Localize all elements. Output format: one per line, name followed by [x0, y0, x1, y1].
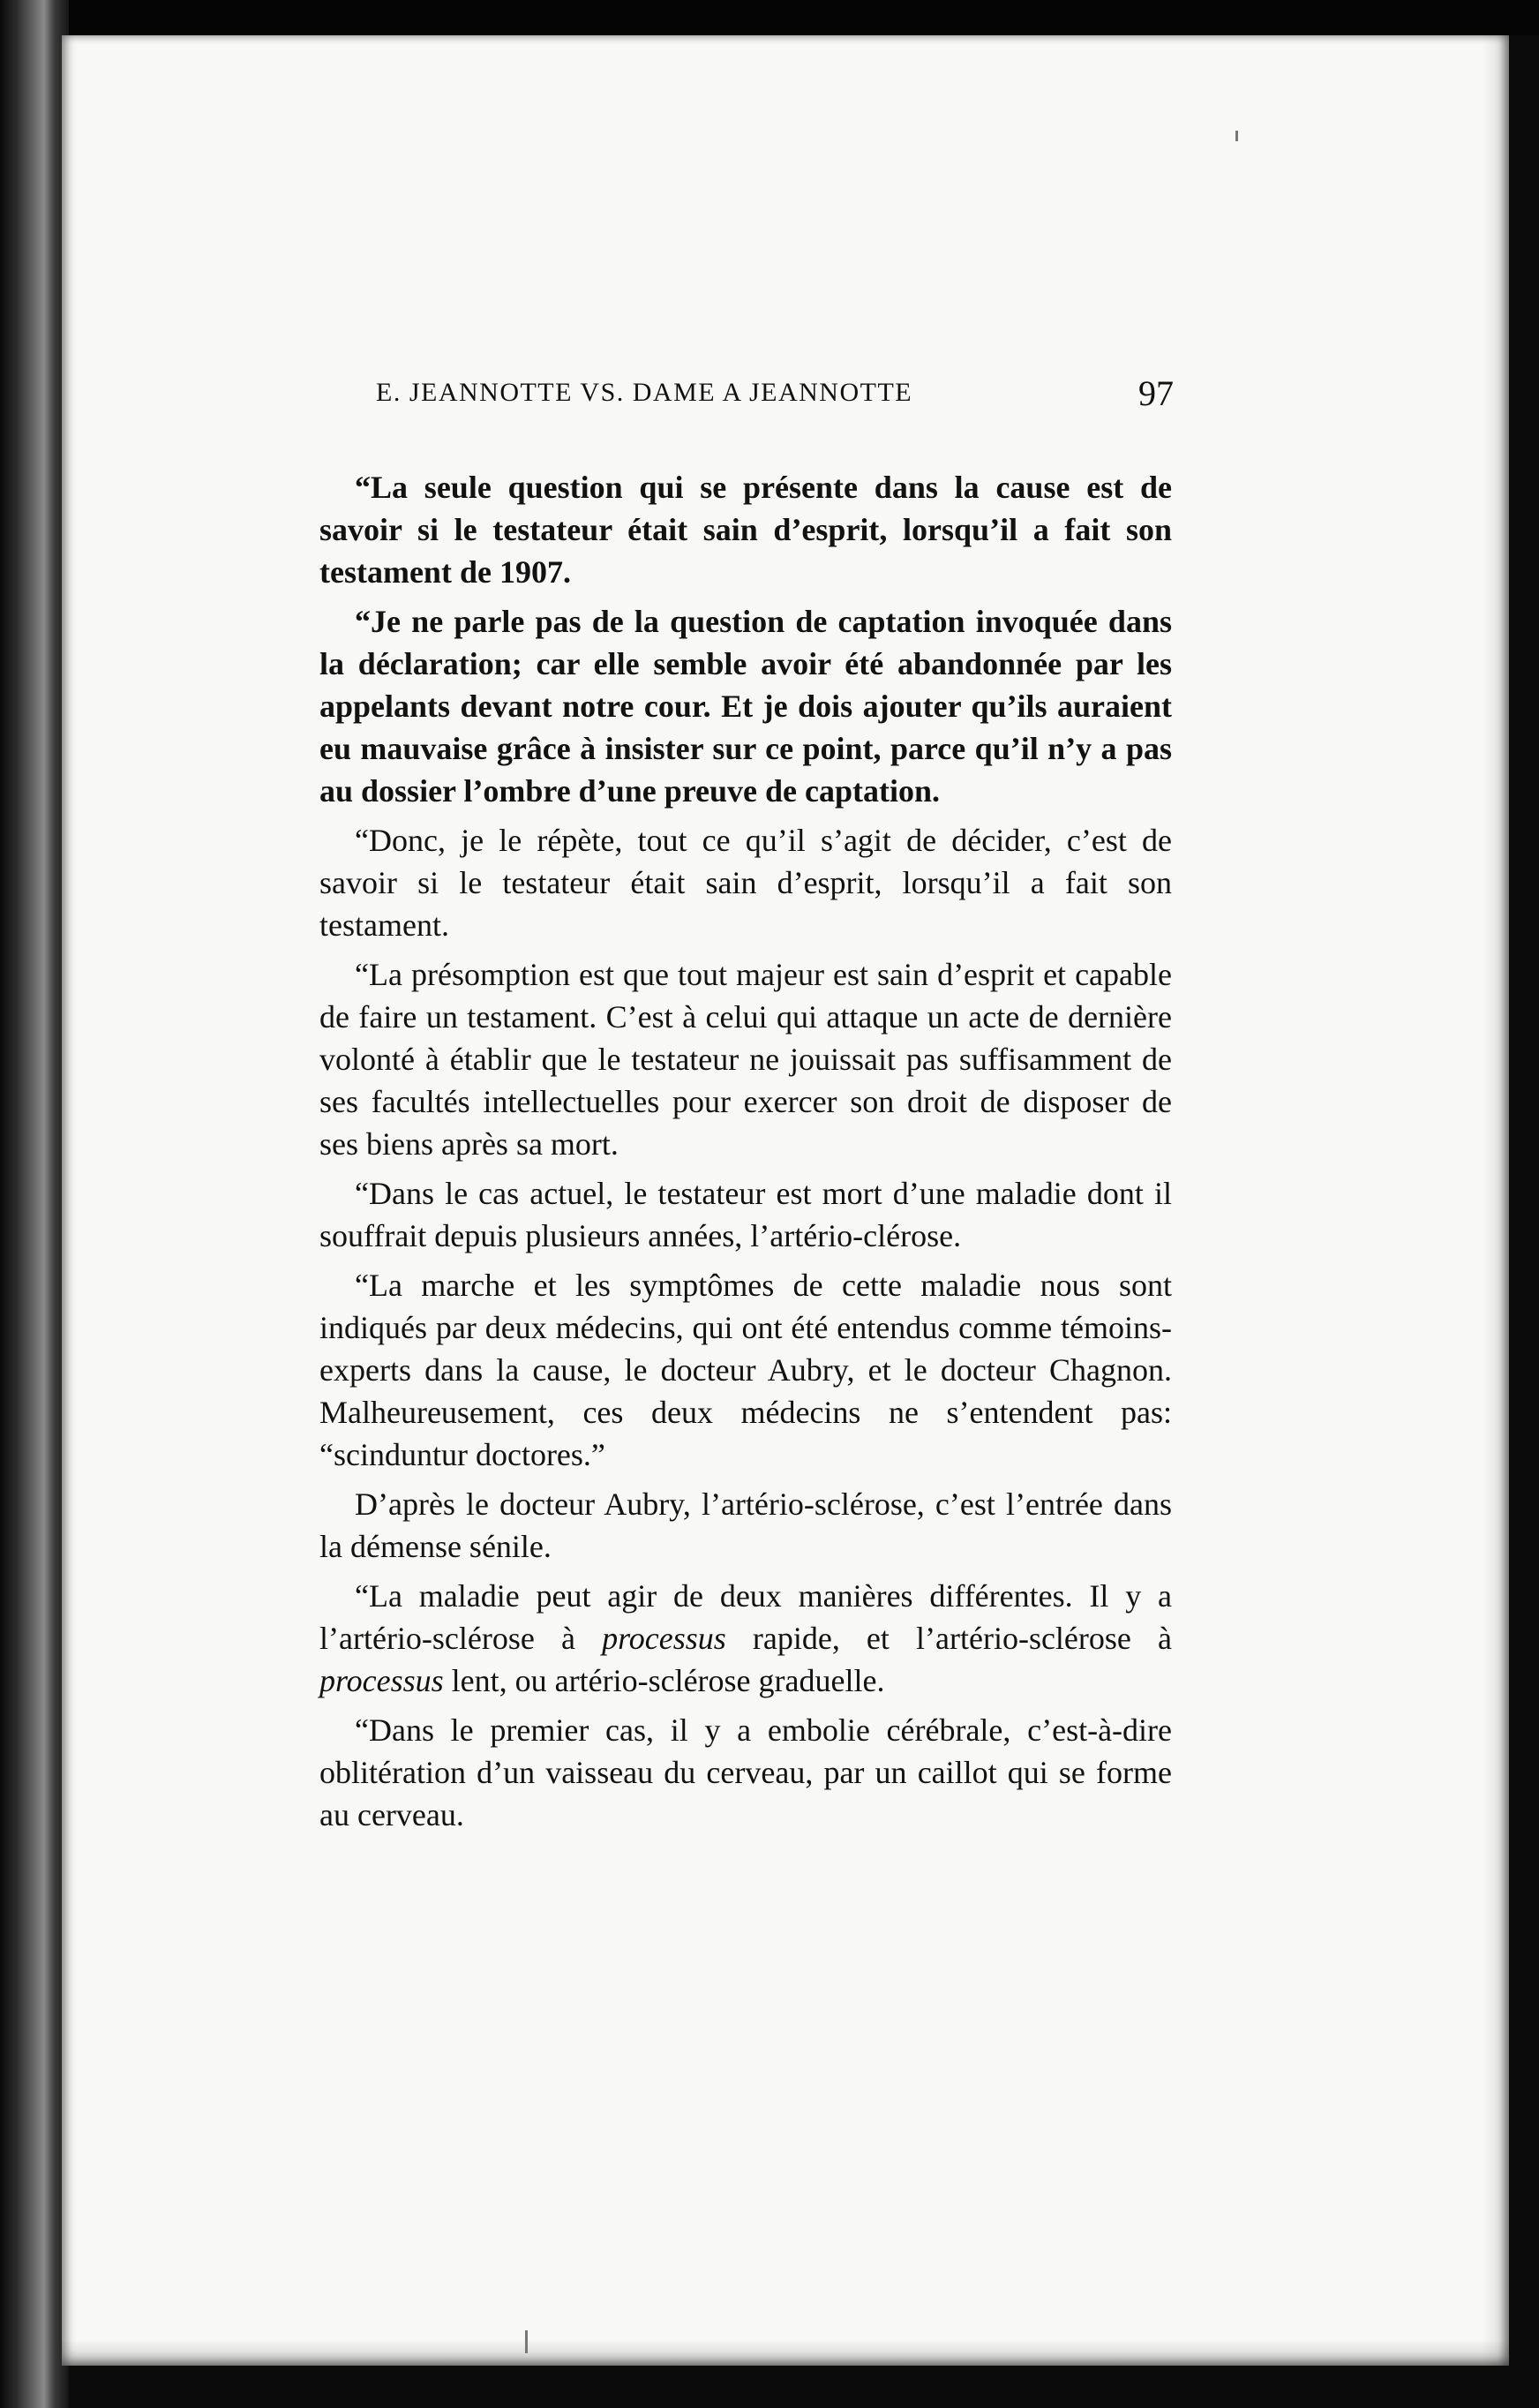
paragraph-8 — [319, 1575, 1172, 1702]
paragraph-7: D’après le docteur Aubry, l’artério-sclérose, c’est l’entrée dans la démense sénile. — [319, 1486, 1172, 1564]
book-page — [62, 35, 1509, 2366]
running-title: E. JEANNOTTE VS. DAME A JEANNOTTE — [376, 378, 913, 407]
running-head — [353, 360, 1235, 413]
body-text — [319, 466, 1172, 1843]
book-spine-edge — [0, 0, 69, 2408]
scan-speck — [1235, 131, 1238, 141]
page-bottom-shadow — [62, 2339, 1509, 2366]
scan-top-edge — [0, 0, 1539, 35]
paragraph-4: “La présomption est que tout majeur est sain d’esprit et capable de faire un testament. C’est à celui qui attaque un acte de dernière volonté à établir que le testateur ne jouissait pas suffisamment de ses facultés intellectuelles pour exercer son droit de disposer de ses biens après sa mort. — [319, 957, 1172, 1162]
paragraph-1: “La seule question qui se présente dans la cause est de savoir si le testateur était sain d’esprit, lorsqu’il a fait son testament de 1907. — [319, 470, 1172, 590]
paragraph-9: “Dans le premier cas, il y a embolie cérébrale, c’est-à-dire oblitération d’un vaisseau du cerveau, par un caillot qui se forme au cerveau. — [319, 1712, 1172, 1832]
paragraph-2: “Je ne parle pas de la question de captation invoquée dans la déclaration; car elle semble avoir été abandonnée par les appelants devant notre cour. Et je dois ajouter qu’ils auraient eu mauvaise grâce à insister sur ce point, parce qu’il n’y a pas au dossier l’ombre d’une preuve de captation. — [319, 604, 1172, 809]
paragraph-5: “Dans le cas actuel, le testateur est mort d’une maladie dont il souffrait depuis plusieurs années, l’artério-clérose. — [319, 1176, 1172, 1253]
paragraph-8-part-3: lent, ou artério-sclérose graduelle. — [443, 1663, 885, 1698]
page-number: 97 — [1138, 373, 1174, 413]
scan-speck — [525, 2330, 528, 2353]
page-right-shadow — [1483, 35, 1509, 2366]
paragraph-3: “Donc, je le répète, tout ce qu’il s’agit de décider, c’est de savoir si le testateur était sain d’esprit, lorsqu’il a fait son testament. — [319, 823, 1172, 943]
paragraph-8-italic-1: processus — [602, 1621, 726, 1656]
paragraph-6: “La marche et les symptômes de cette maladie nous sont indiqués par deux médecins, qui ont été entendus comme témoins-experts dans la cause, le docteur Aubry, et le docteur Chagnon. Malheureusement, ces deux médecins ne s’entendent pas: “scinduntur doctores.” — [319, 1268, 1172, 1472]
paragraph-8-italic-2: processus — [319, 1663, 444, 1698]
paragraph-8-part-1: “La maladie peut agir de deux manières différentes. Il y a l’artério-sclérose à — [319, 1578, 1172, 1656]
paragraph-8-part-2: rapide, et l’artério-sclérose à — [725, 1621, 1172, 1656]
